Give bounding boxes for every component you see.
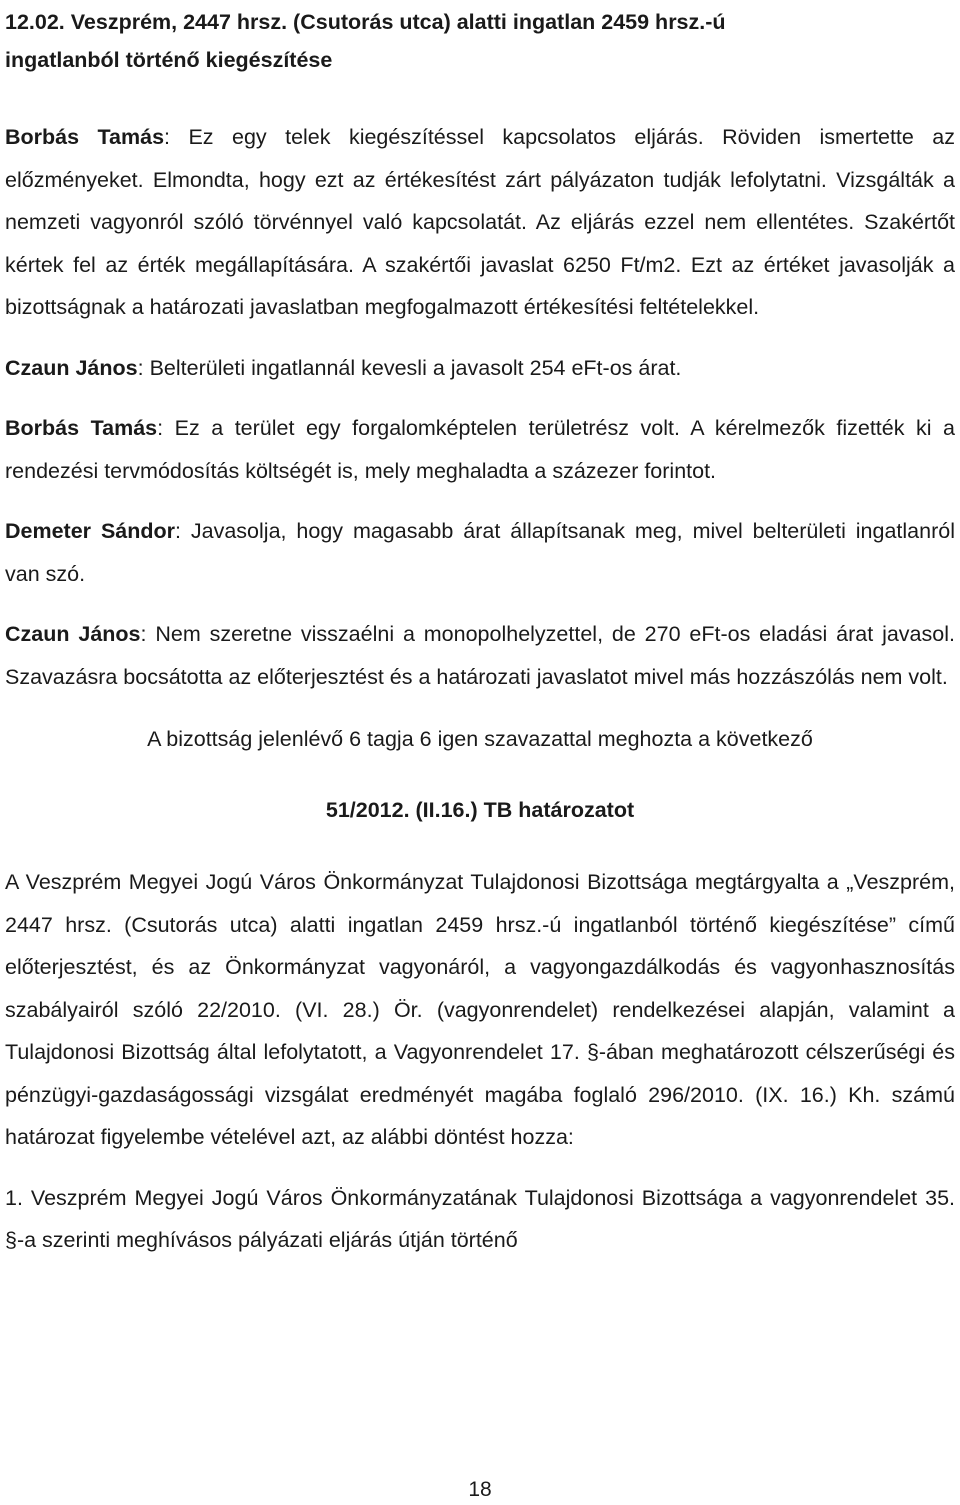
discussion-paragraph [5,407,955,492]
section-heading-line2: ingatlanból történő kiegészítése [5,48,333,72]
speaker-name: Borbás Tamás [5,416,158,440]
resolution-point-1: 1. Veszprém Megyei Jogú Város Önkormányzatának Tulajdonosi Bizottsága a vagyonrendelet 35. §-a szerinti meghívásos pályázati eljárás útján történő [5,1185,955,1252]
discussion-paragraph [5,116,955,329]
speaker-statement: : Nem szeretne visszaélni a monopolhelyzettel, de 270 eFt-os eladási árat javasol. Szavazásra bocsátotta az előterjesztést és a határozati javaslatot mivel más hozzászólás nem volt. [5,622,955,689]
speaker-statement: : Ez a terület egy forgalomképtelen területrész volt. A kérelmezők fizették ki a rendezési tervmódosítás költségét is, mely meghaladta a százezer forintot. [5,416,955,483]
section-heading-line1: 12.02. Veszprém, 2447 hrsz. (Csutorás utca) alatti ingatlan 2459 hrsz.-ú [5,10,726,34]
resolution-title: 51/2012. (II.16.) TB határozatot [325,797,635,822]
speaker-name: Borbás Tamás [5,125,165,149]
discussion-paragraph [5,510,955,595]
discussion-paragraph [5,613,955,698]
resolution-body: A Veszprém Megyei Jogú Város Önkormányzat Tulajdonosi Bizottsága megtárgyalta a „Veszprém, 2447 hrsz. (Csutorás utca) alatti ingatlan 2459 hrsz.-ú ingatlanból történő kiegészítése” című előterjesztést, és az Önkormányzat vagyonáról, a vagyongazdálkodás és vagyonhasznosítás szabályairól szóló 22/2010. (VI. 28.) Ör. (vagyonrendelet) rendelkezései alapján, valamint a Tulajdonosi Bizottság által lefolytatott, a Vagyonrendelet 17. §-ában meghatározott célszerűségi és pénzügyi-gazdaságossági vizsgálat eredményét magába foglaló 296/2010. (IX. 16.) Kh. számú határozat figyelembe vételével azt, az alábbi döntést hozza: [5,870,955,1149]
section-heading [5,0,955,79]
vote-announcement: A bizottság jelenlévő 6 tagja 6 igen szavazattal meghozta a következő [147,727,813,751]
speaker-statement: : Ez egy telek kiegészítéssel kapcsolatos eljárás. Röviden ismertette az előzményeket. Elmondta, hogy ezt az értékesítést zárt pályázaton tudják lefolytatni. Vizsgálták a nemzeti vagyonról szóló törvénnyel való kapcsolatát. Az eljárás ezzel nem ellentétes. Szakértőt kértek fel az érték megállapítására. A szakértői javaslat 6250 Ft/m2. Ezt az értéket javasolják a bizottságnak a határozati javaslatban megfogalmazott értékesítési feltételekkel. [5,125,955,319]
discussion-paragraph [5,347,955,390]
document-page [5,0,955,1262]
page-number: 18 [468,1478,492,1501]
speaker-name: Czaun János [5,355,138,380]
speaker-statement: : Javasolja, hogy magasabb árat állapítsanak meg, mivel belterületi ingatlanról van szó. [5,519,955,586]
speaker-statement: : Belterületi ingatlannál kevesli a javasolt 254 eFt-os árat. [137,355,682,380]
speaker-name: Czaun János [5,622,141,646]
speaker-name: Demeter Sándor [5,519,176,543]
